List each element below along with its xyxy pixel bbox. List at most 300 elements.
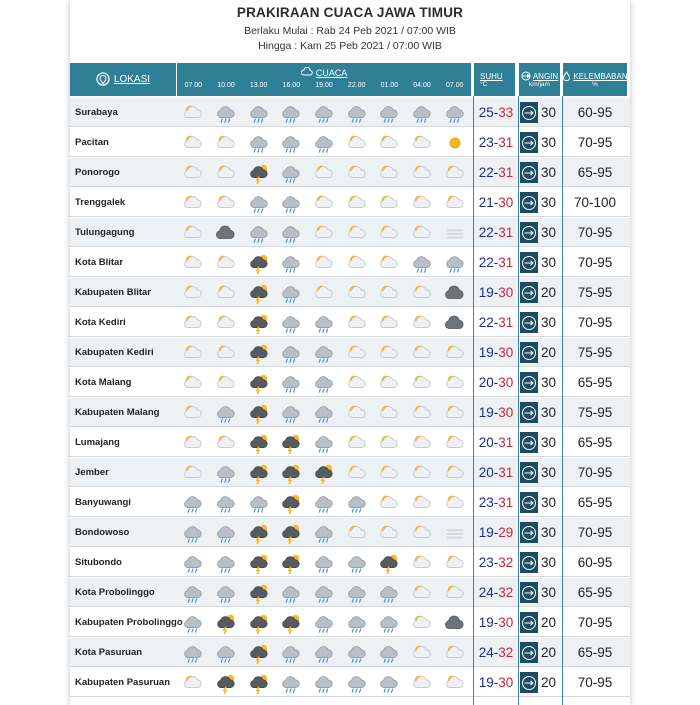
rain-icon [406,248,439,277]
temperature-range [474,548,518,577]
rain-icon [373,668,406,697]
row-divider [70,576,630,577]
table-row [70,638,630,667]
wind-direction-icon [520,372,538,393]
column-divider [562,96,563,705]
cloudy-icon [438,608,471,637]
wind-speed: 30 [541,195,557,210]
rain-icon [340,548,373,577]
wind-speed: 20 [541,615,557,630]
rain-icon [242,488,275,517]
weather-icons [177,248,471,277]
row-divider [70,336,630,337]
partly-cloudy-icon [177,668,210,697]
temp-separator: - [493,255,499,270]
location-name: Kabupaten Probolinggo [75,617,183,628]
kelembaban-unit: % [592,81,598,88]
partly-cloudy-icon [406,188,439,217]
row-divider [70,396,630,397]
rain-icon [275,128,308,157]
temperature-range [474,428,518,457]
wind-direction-icon [520,192,538,213]
humidity-range: 70-95 [577,135,613,150]
temp-separator: - [493,345,499,360]
partly-cloudy-icon [177,338,210,367]
table-row [70,218,630,247]
cuaca-label: CUACA [315,68,348,78]
partly-cloudy-icon [340,458,373,487]
valid-from-text: Berlaku Mulai : Rab 24 Peb 2021 / 07:00 WIB [244,25,456,37]
partly-cloudy-icon [373,368,406,397]
humidity-range: 65-95 [577,585,613,600]
temperature-range [474,188,518,217]
partly-cloudy-icon [340,368,373,397]
table-row [70,608,630,637]
weather-icons [177,578,471,607]
temp-max: 30 [498,345,514,360]
column-header-cuaca [177,63,471,96]
time-slot-label: 10.00 [217,82,235,89]
humidity-range: 60-95 [577,105,613,120]
rain-icon [177,488,210,517]
row-divider [70,516,630,517]
partly-cloudy-icon [438,638,471,667]
rain-icon [406,98,439,127]
wind-direction-icon [520,252,538,273]
weather-icons [177,608,471,637]
temperature-range [474,98,518,127]
wind-direction-icon [520,402,538,423]
temp-min: 22 [478,255,494,270]
rain-icon [275,638,308,667]
temp-max: 31 [498,255,514,270]
partly-cloudy-icon [177,278,210,307]
weather-icons [177,128,471,157]
humidity-range: 65-95 [577,375,613,390]
wind-direction-icon [520,582,538,603]
column-header-suhu [474,63,515,96]
rain-icon [275,278,308,307]
partly-cloudy-icon [438,668,471,697]
weather-icons [177,308,471,337]
thunderstorm-icon [242,608,275,637]
table-row [70,338,630,367]
angin-unit: km/jam [529,81,550,88]
temp-min: 19 [478,675,494,690]
weather-icons [177,428,471,457]
weather-icons [177,548,471,577]
temperature-range [474,278,518,307]
humidity-range: 75-95 [577,285,613,300]
temp-separator: - [493,675,499,690]
wind-speed: 20 [541,675,557,690]
wind-speed: 30 [541,525,557,540]
location-name: Kabupaten Pasuruan [75,677,171,688]
partly-cloudy-icon [340,188,373,217]
rain-icon [177,518,210,547]
partly-cloudy-icon [210,158,243,187]
partly-cloudy-icon [340,428,373,457]
location-name: Tulungagung [75,227,135,238]
rain-icon [275,368,308,397]
rain-icon [242,218,275,247]
partly-cloudy-icon [438,368,471,397]
column-header-kelembaban [563,63,627,96]
location-name: Situbondo [75,557,122,568]
wind-direction-icon [520,612,538,633]
rain-icon [210,518,243,547]
location-name: Trenggalek [75,197,126,208]
temperature-range [474,248,518,277]
column-divider [518,96,519,705]
location-name: Jember [75,467,109,478]
rain-icon [275,398,308,427]
wind-direction-icon [520,522,538,543]
partly-cloudy-icon [177,308,210,337]
rain-icon [340,608,373,637]
partly-cloudy-icon [438,158,471,187]
row-divider [70,126,630,127]
temp-min: 24 [478,645,494,660]
wind-speed: 30 [541,495,557,510]
rain-icon [373,578,406,607]
thunderstorm-icon [275,548,308,577]
wind-speed: 20 [541,645,557,660]
weather-icons [177,398,471,427]
temperature-range [474,368,518,397]
rain-icon [308,578,341,607]
column-header-angin [519,63,560,96]
rain-icon [438,248,471,277]
wind-speed: 30 [541,465,557,480]
rain-icon [308,608,341,637]
temp-max: 30 [498,615,514,630]
wind-speed: 20 [541,285,557,300]
weather-icons [177,98,471,127]
thunderstorm-icon [242,278,275,307]
temp-max: 31 [498,465,514,480]
wind-direction-icon [520,342,538,363]
partly-cloudy-icon [210,308,243,337]
temp-separator: - [493,315,499,330]
humidity-range: 70-100 [573,195,617,210]
temp-min: 19 [478,615,494,630]
partly-cloudy-icon [373,308,406,337]
partly-cloudy-icon [177,368,210,397]
lokasi-label: LOKASI [113,74,151,85]
row-divider [70,186,630,187]
location-name: Kota Probolinggo [75,587,155,598]
partly-cloudy-icon [406,578,439,607]
temp-separator: - [493,105,499,120]
partly-cloudy-icon [406,278,439,307]
humidity-range: 65-95 [577,165,613,180]
rain-icon [308,398,341,427]
partly-cloudy-icon [406,428,439,457]
rain-icon [308,368,341,397]
location-name: Kabupaten Malang [75,407,160,418]
partly-cloudy-icon [177,188,210,217]
temp-min: 19 [478,525,494,540]
wind-direction-icon [520,672,538,693]
table-row [70,488,630,517]
thunderstorm-icon [242,338,275,367]
temp-min: 19 [478,345,494,360]
thunderstorm-icon [308,458,341,487]
rain-icon [177,578,210,607]
rain-icon [177,548,210,577]
partly-cloudy-icon [340,128,373,157]
partly-cloudy-icon [308,218,341,247]
table-row [70,188,630,217]
partly-cloudy-icon [438,338,471,367]
row-divider [70,216,630,217]
valid-until-text: Hingga : Kam 25 Peb 2021 / 07:00 WIB [258,40,442,52]
wind-speed: 30 [541,255,557,270]
humidity-range: 75-95 [577,345,613,360]
table-row [70,278,630,307]
temperature-range [474,218,518,247]
table-row [70,398,630,427]
temp-min: 25 [478,105,494,120]
partly-cloudy-icon [210,428,243,457]
partly-cloudy-icon [438,548,471,577]
table-row [70,518,630,547]
humidity-range: 70-95 [577,675,613,690]
rain-icon [308,428,341,457]
rain-icon [340,98,373,127]
temp-min: 22 [478,165,494,180]
column-divider [473,96,474,705]
rain-icon [438,98,471,127]
location-name: Kota Blitar [75,257,124,268]
rain-icon [242,98,275,127]
temp-separator: - [493,585,499,600]
temp-separator: - [493,225,499,240]
rain-icon [275,578,308,607]
column-header-lokasi [70,63,176,96]
row-divider [70,696,630,697]
partly-cloudy-icon [406,338,439,367]
wind-direction-icon [520,492,538,513]
partly-cloudy-icon [210,278,243,307]
thunderstorm-icon [275,518,308,547]
rain-icon [275,308,308,337]
haze-icon [438,518,471,547]
forecast-sheet [70,0,630,705]
suhu-label: SUHU [480,71,503,81]
rain-icon [340,488,373,517]
rain-icon [210,398,243,427]
table-row [70,98,630,127]
wind-direction-icon [520,162,538,183]
time-slot-label: 16.00 [282,82,301,89]
rain-icon [210,638,243,667]
rain-icon [275,248,308,277]
humidity-range: 70-95 [577,615,613,630]
rain-icon [308,128,341,157]
temp-max: 30 [498,675,514,690]
wind-speed: 30 [541,555,557,570]
table-row [70,248,630,277]
wind-direction-icon [520,552,538,573]
partly-cloudy-icon [406,488,439,517]
temp-separator: - [493,615,499,630]
row-divider [70,606,630,607]
partly-cloudy-icon [406,158,439,187]
rain-icon [308,308,341,337]
partly-cloudy-icon [406,668,439,697]
partly-cloudy-icon [438,188,471,217]
temperature-range [474,338,518,367]
thunderstorm-icon [242,308,275,337]
rain-icon [308,98,341,127]
temp-separator: - [493,435,499,450]
rain-icon [275,98,308,127]
thunderstorm-icon [373,548,406,577]
humidity-range: 70-95 [577,465,613,480]
time-slot-label: 04.00 [413,82,431,89]
wind-speed: 30 [541,585,557,600]
partly-cloudy-icon [438,578,471,607]
temp-max: 31 [498,165,514,180]
temp-max: 32 [498,645,514,660]
cloudy-icon [210,218,243,247]
partly-cloudy-icon [177,458,210,487]
temp-min: 19 [478,285,494,300]
weather-icons [177,278,471,307]
temp-min: 24 [478,585,494,600]
partly-cloudy-icon [177,158,210,187]
time-slots [177,82,471,89]
wind-direction-icon [520,432,538,453]
rain-icon [308,668,341,697]
rain-icon [275,158,308,187]
thunderstorm-icon [242,458,275,487]
humidity-range: 75-95 [577,405,613,420]
weather-icons [177,638,471,667]
humidity-range: 70-95 [577,525,613,540]
temperature-range [474,158,518,187]
cloudy-icon [438,278,471,307]
partly-cloudy-icon [373,128,406,157]
location-name: Ponorogo [75,167,120,178]
humidity-range: 70-95 [577,225,613,240]
rain-icon [308,338,341,367]
temp-max: 31 [498,135,514,150]
partly-cloudy-icon [406,638,439,667]
thunderstorm-icon [242,248,275,277]
thunderstorm-icon [242,158,275,187]
rain-icon [373,608,406,637]
partly-cloudy-icon [373,458,406,487]
partly-cloudy-icon [177,128,210,157]
weather-icons [177,158,471,187]
rain-icon [177,638,210,667]
row-divider [70,366,630,367]
partly-cloudy-icon [210,368,243,397]
wind-speed: 30 [541,225,557,240]
temperature-range [474,308,518,337]
temp-separator: - [493,555,499,570]
table-row [70,578,630,607]
humidity-range: 65-95 [577,645,613,660]
rain-icon [373,98,406,127]
partly-cloudy-icon [340,518,373,547]
partly-cloudy-icon [210,338,243,367]
thunderstorm-icon [210,668,243,697]
rain-icon [340,578,373,607]
thunderstorm-icon [275,458,308,487]
temperature-range [474,578,518,607]
partly-cloudy-icon [438,458,471,487]
table-row [70,458,630,487]
temp-max: 31 [498,315,514,330]
rain-icon [210,548,243,577]
weather-icons [177,458,471,487]
partly-cloudy-icon [438,488,471,517]
partly-cloudy-icon [406,128,439,157]
partly-cloudy-icon [373,248,406,277]
table-row [70,548,630,577]
temp-min: 20 [478,465,494,480]
temp-separator: - [493,285,499,300]
temperature-range [474,668,518,697]
temp-separator: - [493,465,499,480]
rain-icon [275,668,308,697]
thunderstorm-icon [275,488,308,517]
suhu-unit: °C [480,80,488,88]
temp-min: 23 [478,495,494,510]
row-divider [70,306,630,307]
location-name: Kabupaten Kediri [75,347,154,358]
humidity-range: 70-95 [577,255,613,270]
temp-max: 31 [498,495,514,510]
partly-cloudy-icon [373,158,406,187]
time-slot-label: 22.00 [347,82,366,89]
thunderstorm-icon [242,368,275,397]
temp-max: 32 [498,585,514,600]
partly-cloudy-icon [373,278,406,307]
thunderstorm-icon [242,668,275,697]
weather-icons [177,368,471,397]
row-divider [70,426,630,427]
temp-separator: - [493,375,499,390]
table-row [70,128,630,157]
rain-icon [210,488,243,517]
temp-max: 29 [498,525,514,540]
rain-icon [275,218,308,247]
partly-cloudy-icon [177,248,210,277]
humidity-range: 60-95 [577,555,613,570]
location-name: Banyuwangi [75,497,131,508]
time-slot-label: 13.00 [249,82,268,89]
wind-speed: 30 [541,405,557,420]
temp-separator: - [493,165,499,180]
rain-icon [340,668,373,697]
temperature-range [474,488,518,517]
partly-cloudy-icon [308,188,341,217]
partly-cloudy-icon [373,218,406,247]
thunderstorm-icon [242,638,275,667]
partly-cloudy-icon [406,368,439,397]
partly-cloudy-icon [373,338,406,367]
humidity-icon [562,71,571,81]
temp-min: 21 [478,195,494,210]
temp-min: 22 [478,315,494,330]
partly-cloudy-icon [340,248,373,277]
partly-cloudy-icon [177,398,210,427]
